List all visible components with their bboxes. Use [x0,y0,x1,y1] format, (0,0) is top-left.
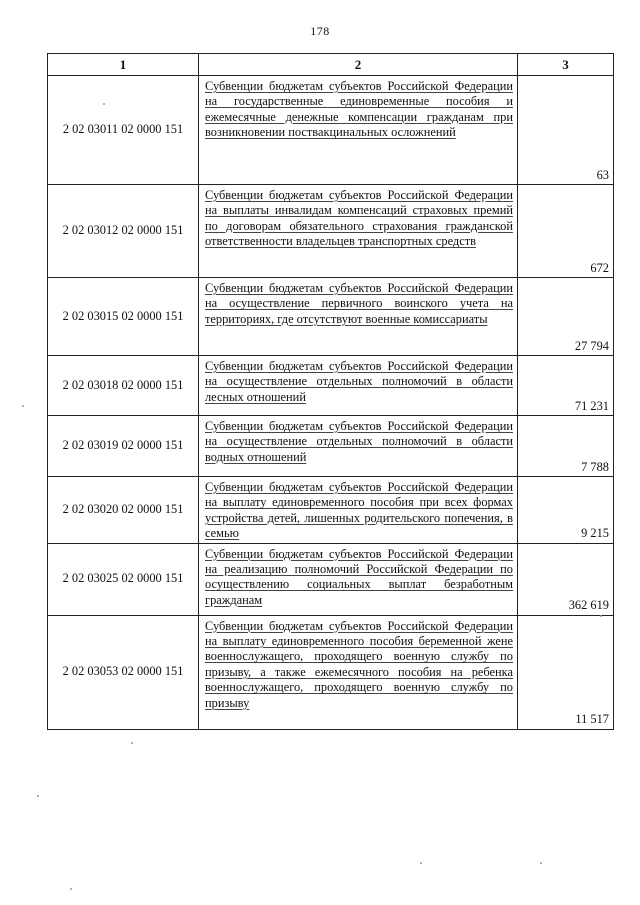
table-row [48,278,614,356]
row-code: 2 02 03019 02 0000 151 [48,416,199,477]
row-code: 2 02 03012 02 0000 151 [48,185,199,278]
scan-speck [600,615,602,617]
row-description [199,185,518,278]
row-code: 2 02 03020 02 0000 151 [48,477,199,544]
row-description [199,543,518,615]
header-col-2: 2 [199,54,518,76]
scan-speck [131,742,133,744]
row-description-text: Субвенции бюджетам субъектов Российской Федерации на реализацию полномочий Российской Федерации по осуществлению социальных выплат безработным гражданам [205,546,513,607]
row-description [199,615,518,729]
table-row [48,615,614,729]
scan-speck [103,103,105,105]
page-number: 178 [310,24,330,38]
row-amount: 362 619 [518,543,614,615]
row-description-text: Субвенции бюджетам субъектов Российской Федерации на выплату единовременного пособия беременной жене военнослужащего, проходящего военную службу по призыву, а также ежемесячного пособия на ребенка военнослужащего, проходящего военную службу по призыву [205,618,513,710]
row-code: 2 02 03015 02 0000 151 [48,278,199,356]
scan-speck [22,405,24,407]
row-description [199,477,518,544]
row-amount: 11 517 [518,615,614,729]
row-amount: 7 788 [518,416,614,477]
row-description-text: Субвенции бюджетам субъектов Российской Федерации на выплаты инвалидам компенсаций страховых премий по договорам обязательного страхования гражданской ответственности владельцев транспортных средств [205,188,513,249]
header-col-1: 1 [48,54,199,76]
row-amount: 71 231 [518,356,614,416]
row-description-text: Субвенции бюджетам субъектов Российской Федерации на осуществление отдельных полномочий в области лесных отношений [205,359,513,404]
row-amount: 9 215 [518,477,614,544]
scan-speck [420,862,422,864]
row-description [199,278,518,356]
row-amount: 27 794 [518,278,614,356]
header-row [48,54,614,76]
table-row [48,416,614,477]
row-amount: 672 [518,185,614,278]
row-description [199,76,518,185]
row-description-text: Субвенции бюджетам субъектов Российской Федерации на государственные единовременные пособия и ежемесячные денежные компенсации гражданам при возникновении поствакцинальных осложнений [205,79,513,140]
row-code: 2 02 03053 02 0000 151 [48,615,199,729]
row-description-text: Субвенции бюджетам субъектов Российской Федерации на выплату единовременного пособия при всех формах устройства детей, лишенных родительского попечения, в семью [205,480,513,541]
header-col-3: 3 [518,54,614,76]
row-description [199,416,518,477]
row-amount: 63 [518,76,614,185]
row-description-text: Субвенции бюджетам субъектов Российской Федерации на осуществление отдельных полномочий в области водных отношений [205,419,513,464]
scan-speck [70,888,72,890]
table-row [48,543,614,615]
table-row [48,185,614,278]
row-code: 2 02 03018 02 0000 151 [48,356,199,416]
scan-speck [540,862,542,864]
row-code: 2 02 03025 02 0000 151 [48,543,199,615]
row-description [199,356,518,416]
row-description-text: Субвенции бюджетам субъектов Российской Федерации на осуществление первичного воинского учета на территориях, где отсутствуют военные комиссариаты [205,281,513,326]
table-row [48,477,614,544]
row-code: 2 02 03011 02 0000 151 [48,76,199,185]
revenue-table [47,53,614,730]
scan-speck [37,795,39,797]
table-row [48,76,614,185]
table-row [48,356,614,416]
